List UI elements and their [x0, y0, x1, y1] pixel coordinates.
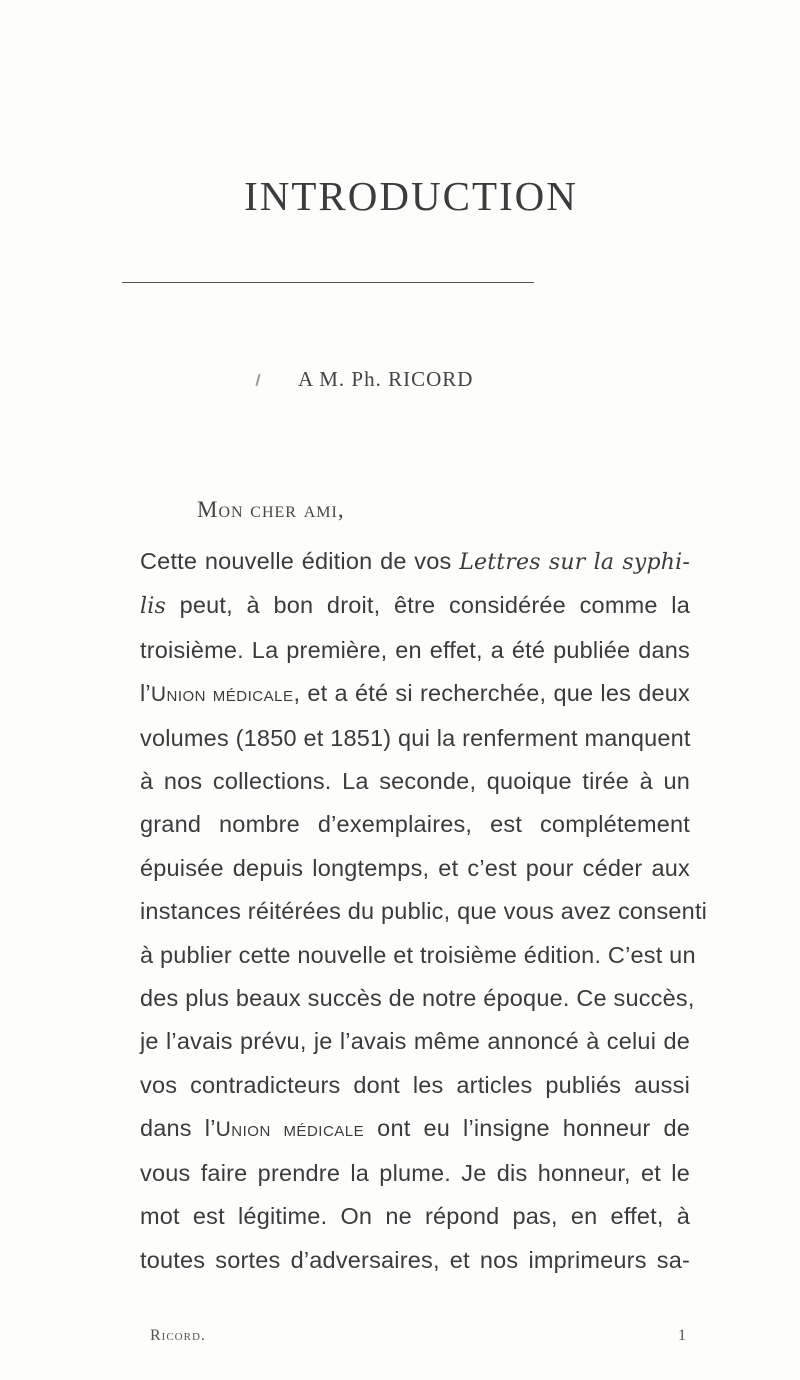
line-em-text: lis	[140, 594, 166, 620]
line-pre-text: toutes sortes d’adversaires, et nos imprimeurs sa-	[140, 1246, 690, 1273]
dedication-prefix: A M. Ph.	[298, 367, 382, 391]
line-pre-text: des plus beaux succès de notre époque. Ce succès,	[140, 985, 695, 1012]
line-pre-text: à nos collections. La seconde, quoique tirée à un	[140, 768, 690, 795]
dedication	[298, 367, 473, 392]
paragraph-line	[140, 1152, 690, 1195]
paragraph-line	[140, 1064, 690, 1107]
paragraph-line	[140, 890, 708, 933]
line-pre-text: Cette nouvelle édition de vos	[140, 548, 460, 574]
paragraph-line	[140, 760, 690, 803]
paragraph-line	[140, 629, 690, 672]
paragraph-line	[140, 672, 690, 716]
paragraph-line	[140, 1239, 690, 1282]
ink-speck	[255, 374, 260, 386]
page-footer	[150, 1327, 690, 1345]
dedication-name: RICORD	[388, 367, 474, 391]
line-pre-text: dans l’	[140, 1115, 216, 1142]
line-pre-text: mot est légitime. On ne répond pas, en effet, à	[140, 1203, 690, 1230]
line-pre-text: grand nombre d’exemplaires, est complétement	[140, 811, 690, 838]
footer-signature: Ricord.	[150, 1327, 206, 1344]
paragraph-line	[140, 717, 690, 760]
line-pre-text: je l’avais prévu, je l’avais même annoncé à celui de	[140, 1028, 690, 1055]
line-pre-text: épuisée depuis longtemps, et c’est pour céder aux	[140, 854, 690, 881]
paragraph-line	[140, 803, 690, 846]
line-pre-text: l’	[140, 680, 151, 707]
paragraph-line	[140, 584, 690, 628]
title-divider	[122, 282, 534, 283]
line-pre-text: volumes (1850 et 1851) qui la renferment manquent	[140, 724, 691, 751]
page-number: 1	[678, 1327, 686, 1344]
line-pre-text: vos contradicteurs dont les articles publiés aussi	[140, 1071, 690, 1098]
line-pre-text: vous faire prendre la plume. Je dis honneur, et le	[140, 1159, 690, 1186]
salutation: Mon cher ami,	[197, 497, 345, 522]
paragraph-line	[140, 847, 690, 890]
line-post-text: ont eu l’insigne honneur de	[364, 1115, 690, 1142]
page-title: INTRODUCTION	[244, 173, 578, 219]
line-sc-text: Union médicale	[215, 1118, 365, 1142]
line-sc-text: Union médicale	[150, 683, 294, 707]
line-pre-text: troisième. La première, en effet, a été publiée dans	[140, 636, 690, 663]
paragraph-line	[140, 934, 696, 977]
paragraph-line	[140, 1107, 690, 1151]
body-paragraph	[140, 540, 708, 1282]
line-pre-text: à publier cette nouvelle et troisième édition. C’est un	[140, 941, 696, 968]
paragraph-line	[140, 977, 695, 1020]
paragraph-line	[140, 1195, 690, 1238]
paragraph-line	[140, 540, 690, 584]
line-em-text: Lettres sur la syphi-	[459, 550, 690, 575]
line-post-text: peut, à bon droit, être considérée comme la	[165, 592, 690, 619]
line-pre-text: instances réitérées du public, que vous avez consenti	[140, 898, 708, 925]
paragraph-line	[140, 1020, 690, 1063]
line-post-text: , et a été si recherchée, que les deux	[293, 680, 691, 707]
